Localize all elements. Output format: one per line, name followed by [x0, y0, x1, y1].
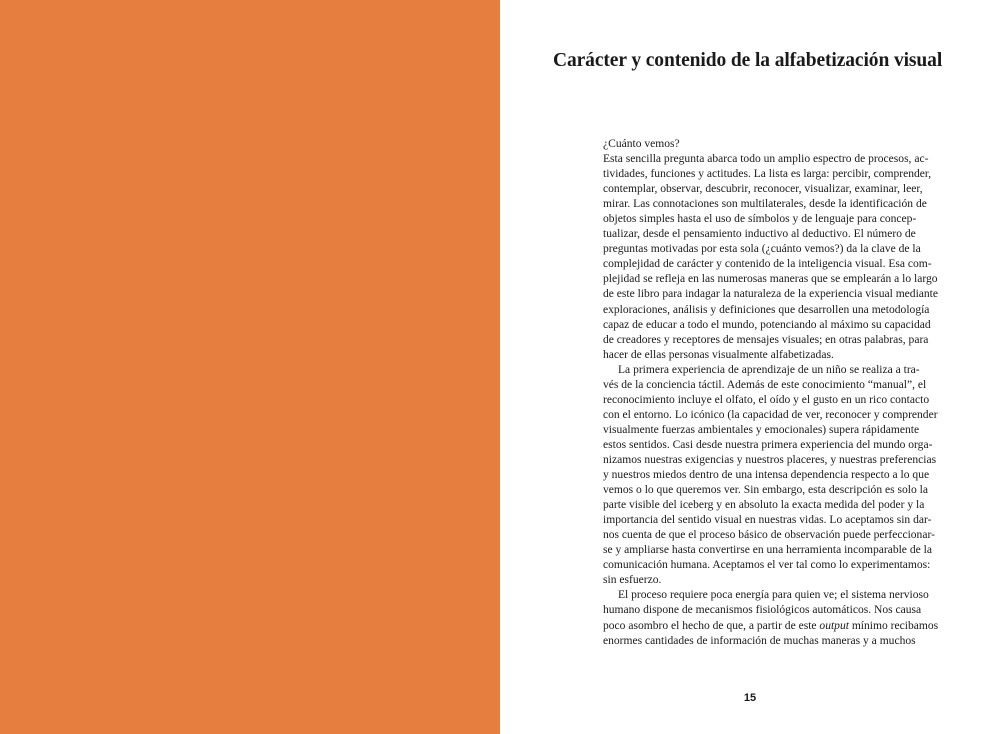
text-line: vés de la conciencia táctil. Además de este conocimiento “manual”, el — [603, 378, 927, 391]
text-line: Esta sencilla pregunta abarca todo un amplio espectro de procesos, ac- — [603, 153, 929, 166]
text-line: tividades, funciones y actitudes. La lista es larga: percibir, comprender, — [603, 168, 932, 181]
text-line: El proceso requiere poca energía para quien ve; el sistema nervioso — [618, 589, 929, 602]
text-line: mirar. Las connotaciones son multilaterales, desde la identificación de — [603, 198, 927, 211]
page-number: 15 — [743, 692, 757, 704]
text-line: y nuestros miedos dentro de una intensa dependencia respecto a lo que — [603, 469, 930, 482]
text-line: ¿Cuánto vemos? — [603, 138, 680, 150]
text-line: con el entorno. Lo icónico (la capacidad de ver, reconocer y comprender — [603, 408, 938, 421]
text-line: preguntas motivadas por esta sola (¿cuánto vemos?) da la clave de la — [603, 243, 921, 256]
text-line: contemplar, observar, descubrir, reconocer, visualizar, examinar, leer, — [603, 183, 923, 196]
text-line: comunicación humana. Aceptamos el ver tal como lo experimentamos: — [603, 559, 931, 572]
text-line: exploraciones, análisis y definiciones que desarrollen una metodología — [603, 303, 930, 316]
chapter-title: Carácter y contenido de la alfabetización visual — [553, 50, 943, 71]
text-line: tualizar, desde el pensamiento inductivo al deductivo. El número de — [603, 228, 916, 241]
book-page — [500, 0, 1000, 734]
text-line: nizamos nuestras exigencias y nuestros placeres, y nuestras preferencias — [603, 453, 937, 466]
text-line: vemos o lo que queremos ver. Sin embargo, esta descripción es solo la — [603, 484, 928, 497]
text-line: plejidad se refleja en las numerosas maneras que se emplearán a lo largo — [603, 273, 938, 286]
text-line: hacer de ellas personas visualmente alfabetizadas. — [603, 348, 834, 361]
text-line: estos sentidos. Casi desde nuestra primera experiencia del mundo orga- — [603, 438, 933, 451]
text-line: parte visible del iceberg y en absoluto la exacta medida del poder y la — [603, 499, 925, 512]
text-line — [603, 619, 949, 634]
text-line: reconocimiento incluye el olfato, el oído y el gusto en un rico contacto — [603, 393, 930, 406]
text-line: nos cuenta de que el proceso básico de observación puede perfeccionar- — [603, 529, 935, 542]
text-line: sin esfuerzo. — [603, 574, 662, 587]
text-line: de creadores y receptores de mensajes visuales; en otras palabras, para — [603, 333, 929, 346]
text-line: humano dispone de mecanismos fisiológicos automáticos. Nos causa — [603, 604, 922, 617]
italic-term: output — [819, 619, 849, 632]
text-line: capaz de educar a todo el mundo, potenciando al máximo su capacidad — [603, 318, 931, 331]
text-line: objetos simples hasta el uso de símbolos y de lenguaje para concep- — [603, 213, 917, 226]
text-line: de este libro para indagar la naturaleza de la experiencia visual mediante — [603, 288, 939, 301]
text-line: se y ampliarse hasta convertirse en una herramienta incomparable de la — [603, 544, 932, 557]
body-text — [603, 137, 949, 649]
text-line: importancia del sentido visual en nuestras vidas. Lo aceptamos sin dar- — [603, 514, 932, 527]
text-segment: mínimo recibamos — [848, 619, 939, 632]
text-line: visualmente fuerzas ambientales y emocionales) supera rápidamente — [603, 423, 920, 436]
text-segment: poco asombro el hecho de que, a partir de este — [603, 619, 820, 632]
text-line: complejidad de carácter y contenido de la inteligencia visual. Esa com- — [603, 258, 932, 271]
text-line: La primera experiencia de aprendizaje de un niño se realiza a tra- — [618, 363, 920, 376]
text-line: enormes cantidades de información de muchas maneras y a muchos — [603, 634, 916, 647]
